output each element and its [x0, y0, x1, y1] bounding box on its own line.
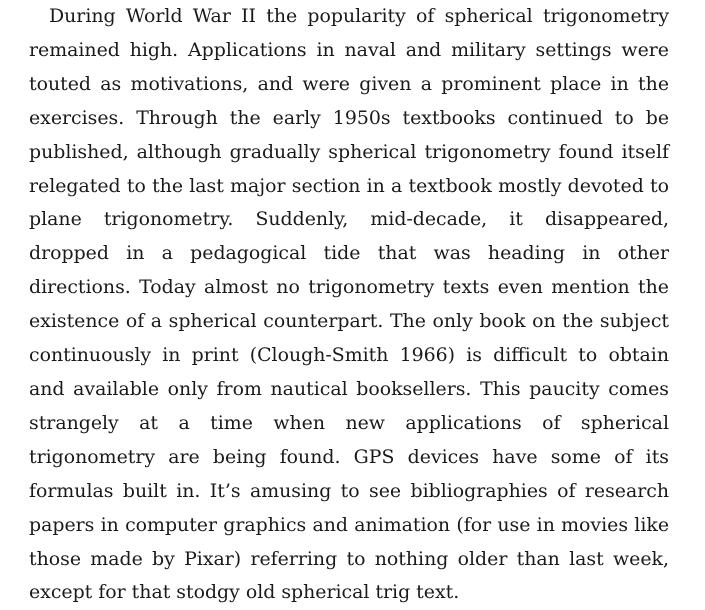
document-page	[29, 0, 669, 610]
body-paragraph: During World War II the popularity of spherical trigonometry remained high. Applications in naval and military settings were touted as motivations, and were given a prominent place in the exercises. Through the early 1950s textbooks continued to be published, although gradually spherical trigonometry found itself relegated to the last major section in a textbook mostly devoted to plane trigonometry. Suddenly, mid-decade, it disappeared, dropped in a pedagogical tide that was heading in other directions. Today almost no trigonometry texts even mention the existence of a spherical counterpart. The only book on the subject continuously in print (Clough-Smith 1966) is difficult to obtain and available only from nautical booksellers. This paucity comes strangely at a time when new applications of spherical trigonometry are being found. GPS devices have some of its formulas built in. It’s amusing to see bibliographies of research papers in computer graphics and animation (for use in movies like those made by Pixar) referring to nothing older than last week, except for that stodgy old spherical trig text.	[29, 5, 669, 604]
